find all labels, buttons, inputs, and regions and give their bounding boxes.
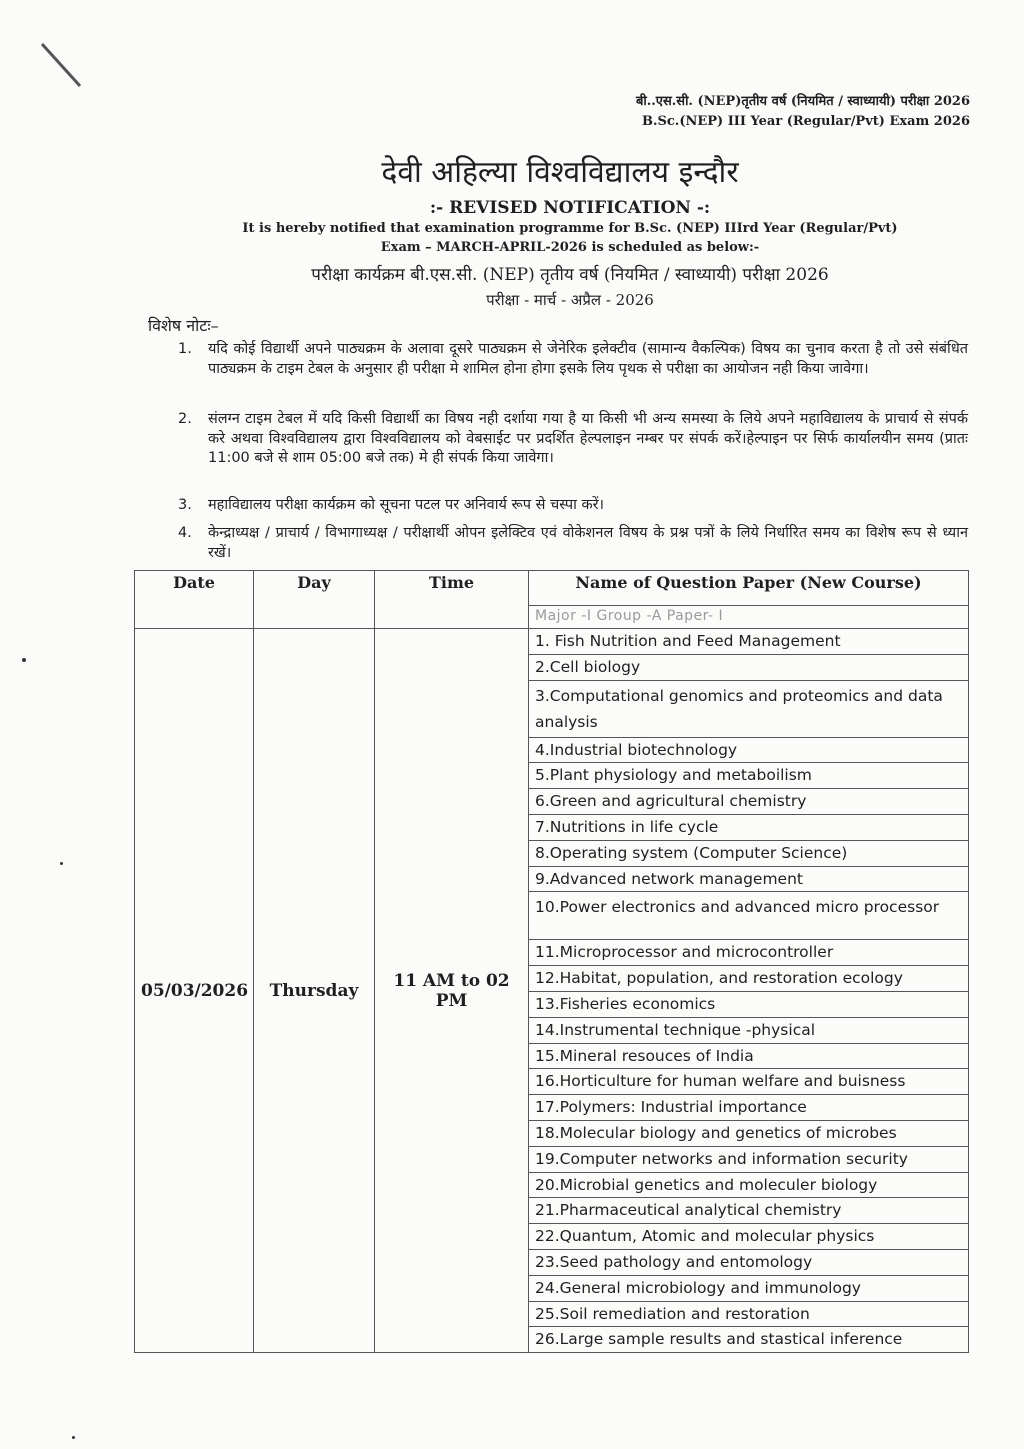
- paper-group-subheader: Major -I Group -A Paper- I: [529, 606, 969, 629]
- paper-name: 19.Computer networks and information security: [529, 1146, 969, 1172]
- university-title: देवी अहिल्या विश्वविद्यालय इन्दौर: [381, 155, 739, 190]
- note-item: [178, 496, 968, 516]
- paper-name: 9.Advanced network management: [529, 866, 969, 892]
- paper-name: 14.Instrumental technique -physical: [529, 1017, 969, 1043]
- paper-name: 10.Power electronics and advanced micro processor: [529, 892, 969, 940]
- note-title: विशेष नोटः–: [148, 316, 219, 335]
- paper-name: 13.Fisheries economics: [529, 991, 969, 1017]
- paper-name: 25.Soil remediation and restoration: [529, 1301, 969, 1327]
- programme-hindi: परीक्षा कार्यक्रम बी.एस.सी. (NEP) तृतीय वर्ष (नियमित / स्वाध्यायी) परीक्षा 2026: [311, 265, 829, 285]
- paper-name: 3.Computational genomics and proteomics and data analysis: [529, 680, 969, 737]
- header-date: Date: [135, 571, 254, 629]
- paper-name: 16.Horticulture for human welfare and buisness: [529, 1069, 969, 1095]
- paper-name: 26.Large sample results and stastical inference: [529, 1327, 969, 1353]
- note-number: 1.: [178, 341, 192, 357]
- note-item: [178, 340, 968, 379]
- header-day: Day: [254, 571, 375, 629]
- note-item: [178, 524, 968, 563]
- header-hindi: बी..एस.सी. (NEP)तृतीय वर्ष (नियमित / स्वाध्यायी) परीक्षा 2026: [635, 94, 970, 109]
- note-text: महाविद्यालय परीक्षा कार्यक्रम को सूचना पटल पर अनिवार्य रूप से चस्पा करें।: [208, 497, 605, 513]
- paper-name: 17.Polymers: Industrial importance: [529, 1095, 969, 1121]
- paper-name: 12.Habitat, population, and restoration ecology: [529, 966, 969, 992]
- paper-name: 11.Microprocessor and microcontroller: [529, 940, 969, 966]
- paper-name: 8.Operating system (Computer Science): [529, 840, 969, 866]
- paper-name: 24.General microbiology and immunology: [529, 1275, 969, 1301]
- intro-line-2: Exam – MARCH-APRIL-2026 is scheduled as below:-: [380, 240, 760, 255]
- paper-name: 2.Cell biology: [529, 654, 969, 680]
- paper-name: 5.Plant physiology and metaboilism: [529, 763, 969, 789]
- header-english: B.Sc.(NEP) III Year (Regular/Pvt) Exam 2026: [641, 114, 970, 129]
- note-text: संलग्न टाइम टेबल में यदि किसी विद्यार्थी का विषय नही दर्शाया गया है या किसी भी अन्य समस्या के लिये अपने महाविद्यालय के प्राचार्य से संपर्क करे अथवा विश्वविद्यालय द्वारा विश्वविद्यालय को वेबसाईट पर प्रदर्शित हेल्पलाइन नम्बर पर संपर्क करें।हेल्पाइन पर सिर्फ कार्यालयीन समय (प्रातः 11:00 बजे से शाम 05:00 बजे तक) मे ही संपर्क किया जावेगा।: [208, 411, 968, 466]
- header-paper: Name of Question Paper (New Course): [529, 571, 969, 606]
- scan-mark: [38, 40, 88, 92]
- intro-line-1: It is hereby notified that examination programme for B.Sc. (NEP) IIIrd Year (Regular/Pvt): [242, 221, 898, 236]
- note-number: 4.: [178, 525, 192, 541]
- exam-schedule-table: [134, 570, 969, 1353]
- scan-dot: [72, 1436, 75, 1439]
- paper-name: 21.Pharmaceutical analytical chemistry: [529, 1198, 969, 1224]
- note-number: 3.: [178, 497, 192, 513]
- paper-name: 4.Industrial biotechnology: [529, 737, 969, 763]
- exam-hindi: परीक्षा - मार्च - अप्रैल - 2026: [486, 291, 654, 309]
- paper-name: 20.Microbial genetics and moleculer biology: [529, 1172, 969, 1198]
- exam-day: Thursday: [254, 629, 375, 1353]
- paper-name: 23.Seed pathology and entomology: [529, 1249, 969, 1275]
- exam-time: 11 AM to 02 PM: [375, 629, 529, 1353]
- notification-title: :- REVISED NOTIFICATION -:: [429, 198, 711, 218]
- paper-name: 18.Molecular biology and genetics of microbes: [529, 1120, 969, 1146]
- note-text: केन्द्राध्यक्ष / प्राचार्य / विभागाध्यक्ष / परीक्षार्थी ओपन इलेक्टिव एवं वोकेशनल विषय के प्रश्न पत्रों के लिये निर्धारित समय का विशेष रूप से ध्यान रखें।: [208, 525, 968, 561]
- paper-name: 7.Nutritions in life cycle: [529, 814, 969, 840]
- paper-name: 6.Green and agricultural chemistry: [529, 789, 969, 815]
- header-time: Time: [375, 571, 529, 629]
- paper-name: 15.Mineral resouces of India: [529, 1043, 969, 1069]
- paper-name: 22.Quantum, Atomic and molecular physics: [529, 1224, 969, 1250]
- paper-name: 1. Fish Nutrition and Feed Management: [529, 629, 969, 655]
- scan-dot: [60, 862, 63, 865]
- exam-date: 05/03/2026: [135, 629, 254, 1353]
- scan-dot: [22, 658, 26, 662]
- note-number: 2.: [178, 411, 192, 427]
- note-item: [178, 410, 968, 469]
- note-text: यदि कोई विद्यार्थी अपने पाठ्यक्रम के अलावा दूसरे पाठ्यक्रम से जेनेरिक इलेक्टीव (सामान्य वैकल्पिक) विषय का चुनाव करता है तो उसे संबंधित पाठ्यक्रम के टाइम टेबल के अनुसार ही परीक्षा मे शामिल होना होगा इसके लिय पृथक से परीक्षा का आयोजन नही किया जावेगा।: [208, 341, 968, 377]
